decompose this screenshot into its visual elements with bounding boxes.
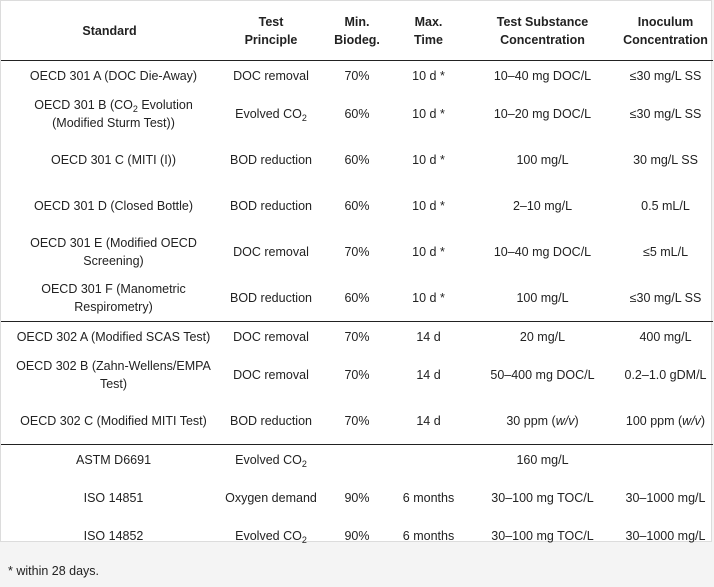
cell-min: 60% (344, 153, 370, 167)
cell-principle: DOC removal (233, 368, 309, 382)
cell-substance: 30–100 mg TOC/L (491, 491, 594, 505)
cell-inoculum: ≤30 mg/L SS (629, 69, 702, 83)
table-row (1, 352, 713, 398)
cell-max: 14 d (416, 414, 441, 428)
cell-standard: OECD 301 C (MITI (I)) (50, 153, 176, 167)
cell-inoculum: ≤5 mL/L (642, 245, 689, 259)
biodegradation-standards-table (1, 1, 713, 551)
cell-inoculum: ≤30 mg/L SS (629, 107, 702, 121)
cell-min: 60% (344, 107, 370, 121)
cell-min: 70% (324, 322, 390, 353)
cell-standard: ASTM D6691 (1, 445, 218, 476)
table-row (1, 445, 713, 476)
cell-max: 14 d (390, 322, 467, 353)
cell-principle: DOC removal (233, 69, 309, 83)
cell-substance: 2–10 mg/L (512, 199, 573, 213)
cell-standard: OECD 301 A (DOC Die-Away) (29, 69, 198, 83)
cell-substance: 30 ppm (w/v) (506, 414, 579, 428)
header-max-time: Max. Time (390, 1, 467, 61)
header-min-biodeg: Min. Biodeg. (324, 1, 390, 61)
cell-principle: BOD reduction (230, 291, 312, 305)
header-standard: Standard (1, 1, 218, 61)
cell-substance: 50–400 mg DOC/L (490, 368, 595, 382)
cell-max: 10 d * (412, 107, 445, 121)
cell-standard: ISO 14851 (83, 491, 144, 505)
cell-min: 90% (344, 491, 370, 505)
cell-principle: DOC removal (233, 245, 309, 259)
table-row (1, 91, 713, 137)
cell-min (324, 445, 390, 476)
cell-substance: 10–40 mg DOC/L (493, 245, 592, 259)
table-row (1, 322, 713, 353)
cell-min: 60% (344, 199, 370, 213)
cell-max: 10 d * (412, 291, 445, 305)
cell-inoculum: 0.2–1.0 gDM/L (624, 368, 707, 382)
table-row (1, 61, 713, 92)
table-header-row (1, 1, 713, 61)
cell-inoculum: 0.5 mL/L (641, 199, 690, 213)
cell-standard: OECD 301 D (Closed Bottle) (33, 199, 194, 213)
cell-substance: 30–100 mg TOC/L (491, 529, 594, 543)
cell-inoculum: 30 mg/L SS (633, 153, 698, 167)
table-footnote: * within 28 days. (8, 564, 100, 578)
cell-min: 70% (344, 245, 370, 259)
cell-standard: ISO 14852 (83, 529, 144, 543)
cell-min: 60% (344, 291, 370, 305)
cell-inoculum: 100 ppm (w/v) (625, 414, 706, 428)
cell-substance: 160 mg/L (467, 445, 618, 476)
cell-min: 90% (344, 529, 370, 543)
cell-standard: OECD 301 F (Manometric Respirometry) (41, 282, 186, 314)
cell-standard: OECD 302 A (Modified SCAS Test) (1, 322, 218, 353)
cell-principle: DOC removal (218, 322, 324, 353)
cell-max: 6 months (402, 529, 455, 543)
table-row (1, 275, 713, 322)
cell-max (390, 445, 467, 476)
cell-inoculum: 30–1000 mg/L (625, 491, 706, 505)
cell-substance: 100 mg/L (516, 291, 569, 305)
cell-substance: 10–20 mg DOC/L (493, 107, 592, 121)
cell-min: 70% (344, 414, 370, 428)
cell-inoculum (618, 445, 713, 476)
header-substance-concentration: Test Substance Concentration (467, 1, 618, 61)
cell-substance: 20 mg/L (467, 322, 618, 353)
cell-min: 70% (344, 69, 370, 83)
cell-substance: 100 mg/L (516, 153, 569, 167)
cell-max: 6 months (402, 491, 455, 505)
cell-principle: Evolved $CO_2$ (235, 107, 307, 123)
cell-max: 10 d * (412, 199, 445, 213)
cell-inoculum: ≤30 mg/L SS (629, 291, 702, 305)
cell-principle: Evolved $CO_2$ (235, 529, 307, 545)
cell-standard: OECD 302 C (Modified MITI Test) (20, 414, 207, 428)
cell-inoculum: 400 mg/L (618, 322, 713, 353)
cell-max: 14 d (416, 368, 441, 382)
cell-min: 70% (344, 368, 370, 382)
cell-standard: OECD 302 B (Zahn-Wellens/EMPA Test) (16, 359, 211, 391)
cell-principle: Evolved $CO_2$ (218, 445, 324, 476)
cell-principle: BOD reduction (230, 153, 312, 167)
header-test-principle: Test Principle (218, 1, 324, 61)
table-row (1, 521, 713, 551)
cell-principle: BOD reduction (230, 414, 312, 428)
cell-substance: 10–40 mg DOC/L (493, 69, 592, 83)
cell-standard: OECD 301 E (Modified OECD Screening) (30, 236, 197, 268)
table-row (1, 229, 713, 275)
cell-principle: Oxygen demand (225, 491, 317, 505)
cell-inoculum: 30–1000 mg/L (625, 529, 706, 543)
table-row (1, 475, 713, 521)
table-row (1, 137, 713, 183)
table-row (1, 183, 713, 229)
cell-principle: BOD reduction (230, 199, 312, 213)
cell-max: 10 d * (412, 153, 445, 167)
header-inoculum-concentration: Inoculum Concentration (618, 1, 713, 61)
cell-max: 10 d * (412, 69, 445, 83)
table-row (1, 398, 713, 445)
cell-standard: OECD 301 B ($CO_2$ Evolution (Modified Sturm Test)) (34, 98, 193, 130)
cell-max: 10 d * (412, 245, 445, 259)
